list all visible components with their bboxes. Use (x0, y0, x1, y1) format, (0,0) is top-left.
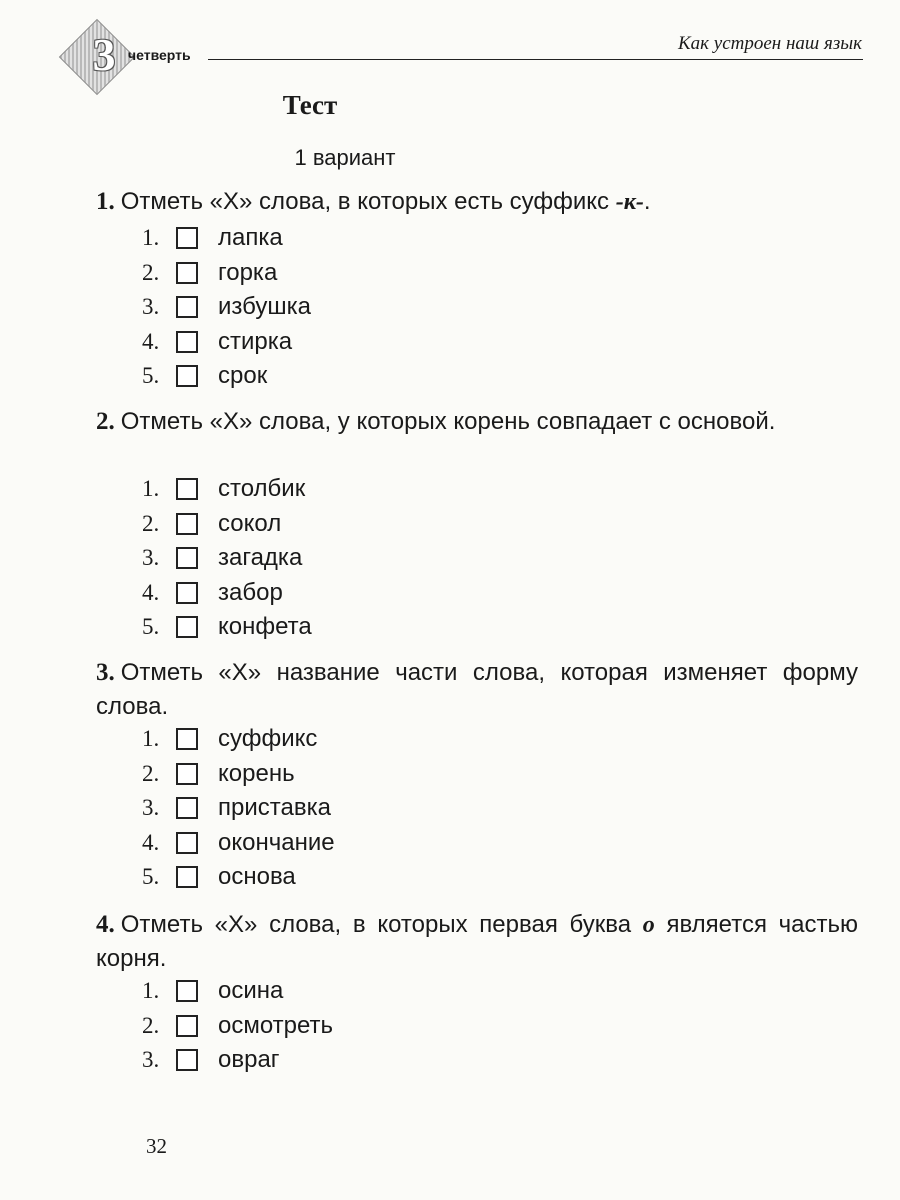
question-text-end: . (643, 188, 651, 215)
variant-label: 1 вариант (294, 145, 396, 170)
section-title: Как устроен наш язык (678, 33, 862, 54)
option-label: избушка (218, 293, 311, 321)
option-item (142, 325, 311, 360)
question-2 (96, 405, 858, 439)
option-label: корень (218, 759, 295, 787)
test-title: Тест (282, 90, 338, 120)
question-text: Отметь «X» слова, в которых первая буква (120, 911, 643, 938)
option-number: 5. (142, 614, 160, 640)
question-text: Отметь «X» слова, в которых есть суффикс (120, 188, 616, 215)
page-header (0, 0, 900, 100)
option-number: 3. (142, 545, 160, 571)
option-number: 5. (142, 363, 160, 389)
option-number: 1. (142, 225, 160, 251)
option-number: 2. (142, 510, 160, 536)
option-label: загадка (218, 544, 303, 572)
question-number: 3. (96, 659, 115, 686)
option-item (142, 221, 311, 256)
answer-checkbox[interactable] (176, 832, 198, 854)
answer-checkbox[interactable] (176, 797, 198, 819)
page-number: 32 (146, 1134, 167, 1158)
question-number: 2. (96, 408, 115, 435)
quarter-number: 3 (92, 29, 116, 80)
answer-checkbox[interactable] (176, 728, 198, 750)
option-item (142, 610, 312, 645)
answer-checkbox[interactable] (176, 616, 198, 638)
option-number: 2. (142, 760, 160, 786)
option-item (142, 791, 335, 826)
answer-checkbox[interactable] (176, 331, 198, 353)
option-label: лапка (218, 224, 283, 252)
option-label: приставка (218, 794, 331, 822)
option-item (142, 974, 333, 1009)
answer-checkbox[interactable] (176, 478, 198, 500)
option-number: 2. (142, 259, 160, 285)
question-1-options (142, 221, 311, 394)
question-number: 4. (96, 911, 115, 938)
option-number: 5. (142, 864, 160, 890)
answer-checkbox[interactable] (176, 227, 198, 249)
answer-checkbox[interactable] (176, 1049, 198, 1071)
option-number: 1. (142, 978, 160, 1004)
option-item (142, 290, 311, 325)
option-number: 4. (142, 579, 160, 605)
answer-checkbox[interactable] (176, 547, 198, 569)
question-1 (96, 185, 858, 219)
option-number: 4. (142, 829, 160, 855)
header-divider (208, 59, 863, 60)
question-text-end: является частью корня. (96, 911, 858, 972)
answer-checkbox[interactable] (176, 763, 198, 785)
option-label: забор (218, 578, 283, 606)
answer-checkbox[interactable] (176, 582, 198, 604)
option-label: сокол (218, 509, 282, 537)
answer-checkbox[interactable] (176, 1015, 198, 1037)
question-text: Отметь «X» слова, у которых корень совпадает с основой. (120, 408, 776, 435)
option-label: осмотреть (218, 1011, 334, 1039)
question-number: 1. (96, 188, 115, 215)
quarter-label: четверть (128, 47, 191, 63)
question-4-options (142, 974, 333, 1078)
option-label: овраг (218, 1046, 280, 1074)
option-label: окончание (218, 828, 335, 856)
answer-checkbox[interactable] (176, 296, 198, 318)
option-item (142, 860, 335, 895)
question-3 (96, 656, 858, 724)
option-label: столбик (218, 475, 306, 503)
option-number: 1. (142, 476, 160, 502)
option-label: суффикс (218, 725, 318, 753)
option-item (142, 722, 335, 757)
answer-checkbox[interactable] (176, 866, 198, 888)
option-item (142, 359, 311, 394)
option-number: 3. (142, 795, 160, 821)
option-item (142, 1009, 333, 1044)
answer-checkbox[interactable] (176, 980, 198, 1002)
question-emphasis: о (642, 912, 655, 938)
option-label: срок (218, 362, 268, 390)
option-item (142, 472, 312, 507)
option-label: осина (218, 977, 284, 1005)
question-3-options (142, 722, 335, 895)
option-label: основа (218, 863, 296, 891)
option-label: стирка (218, 327, 293, 355)
answer-checkbox[interactable] (176, 513, 198, 535)
option-label: горка (218, 258, 278, 286)
option-number: 2. (142, 1012, 160, 1038)
option-item (142, 576, 312, 611)
question-4 (96, 908, 858, 976)
option-item (142, 826, 335, 861)
option-item (142, 541, 312, 576)
answer-checkbox[interactable] (176, 365, 198, 387)
option-item (142, 1043, 333, 1078)
question-2-options (142, 472, 312, 645)
question-text: Отметь «X» название части слова, которая изменяет форму слова. (96, 659, 858, 720)
option-item (142, 256, 311, 291)
option-item (142, 757, 335, 792)
option-number: 1. (142, 726, 160, 752)
option-item (142, 507, 312, 542)
answer-checkbox[interactable] (176, 262, 198, 284)
option-label: конфета (218, 613, 312, 641)
option-number: 4. (142, 328, 160, 354)
option-number: 3. (142, 294, 160, 320)
question-emphasis: -к- (615, 189, 644, 215)
option-number: 3. (142, 1047, 160, 1073)
